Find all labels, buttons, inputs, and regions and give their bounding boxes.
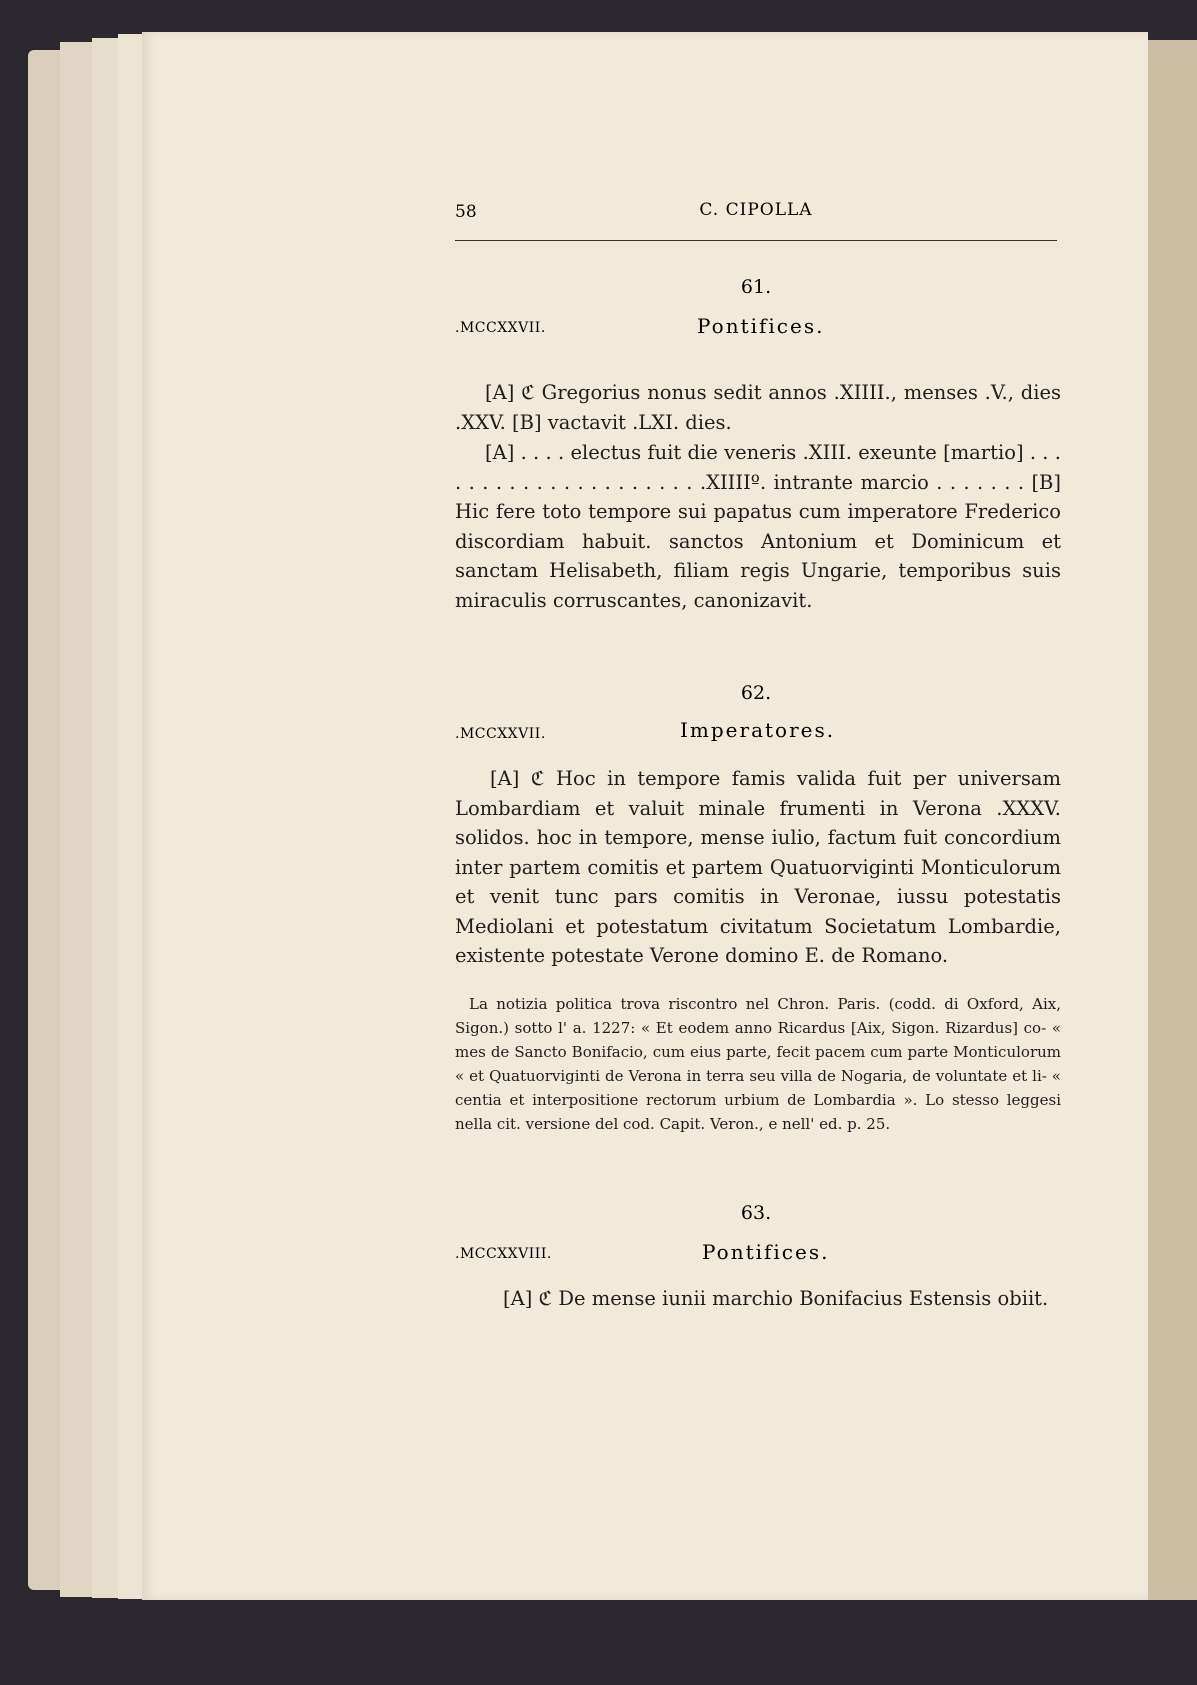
entry-year: .MCCXXVII.	[455, 320, 546, 336]
entry-section: Imperatores.	[680, 718, 836, 742]
page-number: 58	[455, 202, 477, 222]
running-header	[455, 200, 1057, 241]
entry-paragraph: [A] ℭ De mense iunii marchio Bonifacius Estensis obiit.	[503, 1287, 1049, 1310]
entry-year: .MCCXXVII.	[455, 726, 546, 742]
footnote: La notizia politica trova riscontro nel Chron. Paris. (codd. di Oxford, Aix, Sigon.) sotto l' a. 1227: « Et eodem anno Ricardus [Aix, Sigon. Rizardus] co- « mes de Sancto Bonifacio, cum eius parte, fecit pacem cum parte Monticulorum « et Quatuorviginti de Verona in terra seu villa de Nogaria, de voluntate et li- « centia et interpositione rectorum urbium de Lombardia ». Lo stesso leggesi nella cit. versione del cod. Capit. Veron., e nell' ed. p. 25.	[455, 995, 1061, 1133]
entry-section: Pontifices.	[697, 314, 825, 338]
entry-section: Pontifices.	[702, 1240, 830, 1264]
entry-number: 63.	[740, 1202, 772, 1224]
entry-year: .MCCXXVIII.	[455, 1246, 552, 1262]
entry-paragraph: [A] . . . . electus fuit die veneris .XIII. exeunte [martio] . . . . . . . . . . . . . . . . . . . . . .XIIIIº. intrante marcio . . . . . . . [B] Hic fere toto tempore sui papatus cum imperatore Frederico discordiam habuit. sanctos Antonium et Dominicum et sanctam Helisabeth, filiam regis Ungarie, temporibus suis miraculis corruscantes, canonizavit.	[455, 441, 1061, 612]
next-page-edge	[1148, 40, 1197, 1600]
entry-paragraph: [A] ℭ Hoc in tempore famis valida fuit per universam Lombardiam et valuit minale frumenti in Verona .XXXV. solidos. hoc in tempore, mense iulio, factum fuit concordium inter partem comitis et partem Quatuorviginti Monticulorum et venit tunc pars comitis in Veronae, iussu potestatis Mediolani et potestatum civitatum Societatum Lombardie, existente potestate Verone domino E. de Romano.	[455, 767, 1061, 967]
author-header: C. CIPOLLA	[699, 200, 813, 220]
entry-paragraph: [A] ℭ Gregorius nonus sedit annos .XIIII., menses .V., dies .XXV. [B] vactavit .LXI. dies.	[455, 381, 1061, 434]
entry-number: 61.	[740, 276, 772, 298]
entry-number: 62.	[740, 682, 772, 704]
